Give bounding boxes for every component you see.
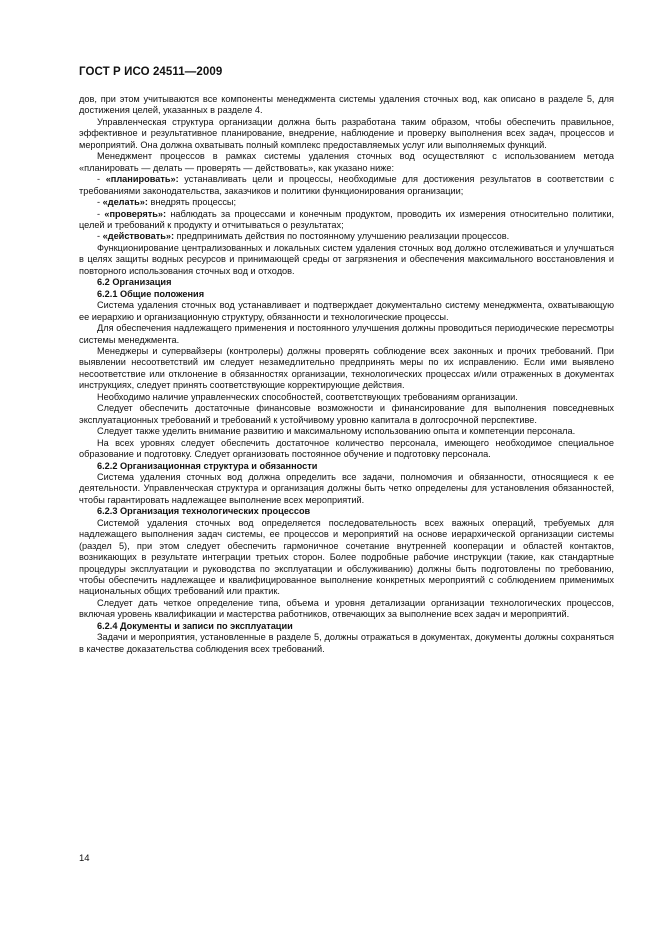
document-body (79, 94, 614, 655)
paragraph: Система удаления сточных вод устанавливает и подтверждает документально систему менеджмента, охватывающую ее иерархию и организационную структуру, обязанности и технологические процессы. (79, 300, 614, 322)
list-item-do: - «делать»: внедрять процессы; (97, 197, 237, 208)
term-check: «проверять»: (104, 208, 167, 219)
page-number: 14 (79, 853, 90, 864)
paragraph: Менеджмент процессов в рамках системы удаления сточных вод осуществляют с использованием метода «планировать — делать — проверять — действовать», как указано ниже: (79, 151, 614, 173)
section-heading-6-2-4: 6.2.4 Документы и записи по эксплуатации (97, 620, 293, 631)
definition-act: предпринимать действия по постоянному улучшению реализации процессов. (174, 231, 510, 242)
paragraph: Следует обеспечить достаточные финансовые возможности и финансирование для выполнения повседневных эксплуатационных требований и требований к устойчивому уровню капитала в долгосрочной перспективе. (79, 403, 614, 425)
paragraph: Задачи и мероприятия, установленные в разделе 5, должны отражаться в документах, документы должны сохраняться в качестве доказательства соблюдения всех требований. (79, 632, 614, 654)
paragraph: Менеджеры и супервайзеры (контролеры) должны проверять соблюдение всех законных и прочих требований. При выявлении несоответствий им следует незамедлительно предпринять меры по их исправлению. Если ими выявлено несоответствие или отклонение в обязанностях организации, технологических процессах и/или отраженных в документах инструкциях, следует принять соответствующие корректирующие действия. (79, 345, 614, 391)
definition-plan: устанавливать цели и процессы, необходимые для достижения результатов в соответствии с требованиями законодательства, заказчиков и политики функционирования организации; (79, 174, 614, 196)
paragraph: Для обеспечения надлежащего применения и постоянного улучшения должны проводиться периодические пересмотры системы менеджмента. (79, 323, 614, 345)
paragraph: На всех уровнях следует обеспечить достаточное количество персонала, имеющего необходимое специальное образование и подготовку. Следует организовать постоянное обучение и подготовку персонала. (79, 437, 614, 460)
paragraph: Система удаления сточных вод должна определить все задачи, полномочия и обязанности, относящиеся к ее деятельности. Управленческая структура и организация должны быть четко определены для установления обязанностей, чтобы гарантировать надлежащее выполнение всех мероприятий. (79, 471, 614, 505)
paragraph: Управленческая структура организации должна быть разработана таким образом, чтобы обеспечить правильное, эффективное и результативное планирование, внедрение, наблюдение и проверку выполнения всех задач, процессов и мероприятий. Она должна охватывать полный комплекс предоставляемых услуг или выполняемых функций. (79, 116, 614, 150)
paragraph: Функционирование централизованных и локальных систем удаления сточных вод должно отслеживаться и улучшаться в целях защиты водных ресурсов и принимающей среды от загрязнения и обеспечения максимального восстановления и повторного использования сточных вод и отходов. (79, 242, 614, 276)
paragraph: Необходимо наличие управленческих способностей, соответствующих требованиям организации. (97, 391, 518, 402)
section-heading-6-2-3: 6.2.3 Организация технологических процессов (97, 506, 311, 517)
definition-do: внедрять процессы; (147, 197, 237, 208)
section-heading-6-2: 6.2 Организация (97, 277, 172, 288)
term-plan: «планировать»: (105, 174, 179, 185)
paragraph: Следует также уделить внимание развитию и максимальному использованию опыта и компетенции персонала. (97, 426, 576, 437)
paragraph: Следует дать четкое определение типа, объема и уровня детализации организации технологических процессов, включая уровень квалификации и мастерства работников, отвечающих за выполнение всех задач и мероприятий. (79, 597, 614, 620)
section-heading-6-2-2: 6.2.2 Организационная структура и обязанности (97, 460, 318, 471)
list-item-act: - «действовать»: предпринимать действия по постоянному улучшению реализации процессов. (97, 231, 510, 242)
term-act: «действовать»: (102, 231, 175, 242)
term-do: «делать»: (102, 197, 148, 208)
section-heading-6-2-1: 6.2.1 Общие положения (97, 288, 205, 299)
document-header: ГОСТ Р ИСО 24511—2009 (79, 66, 223, 78)
list-item-plan: - «планировать»: устанавливать цели и процессы, необходимые для достижения результатов в соответствии с требованиями законодательства, заказчиков и политики функционирования организации; (79, 174, 614, 196)
paragraph: Системой удаления сточных вод определяется последовательность всех важных операций, требуемых для надлежащего выполнения задач системы, ее процессов и мероприятий на основе иерархической организации системы (раздел 5), при этом следует обеспечить гармоничное сочетание внутренней кооперации и областей контактов, возникающих в результате интеграции третьих сторон. Более подробные рабочие инструкции (такие, как стандартные процедуры эксплуатации и руководства по эксплуатации и обслуживанию) должны быть подготовлены по требованию, чтобы обеспечить надлежащее и квалифицированное выполнение конкретных мероприятий с соблюдением применимых национальных общих требований или практик. (79, 517, 614, 597)
list-item-check: - «проверять»: наблюдать за процессами и конечным продуктом, проводить их измерения относительно политики, целей и требований к продукту и отчитываться о результатах; (79, 208, 615, 230)
paragraph: дов, при этом учитываются все компоненты менеджмента системы удаления сточных вод, как описано в разделе 5, для достижения целей, указанных в разделе 4. (79, 94, 614, 116)
definition-check: наблюдать за процессами и конечным продуктом, проводить их измерения относительно политики, целей и требований к продукту и отчитываться о результатах; (79, 208, 615, 230)
